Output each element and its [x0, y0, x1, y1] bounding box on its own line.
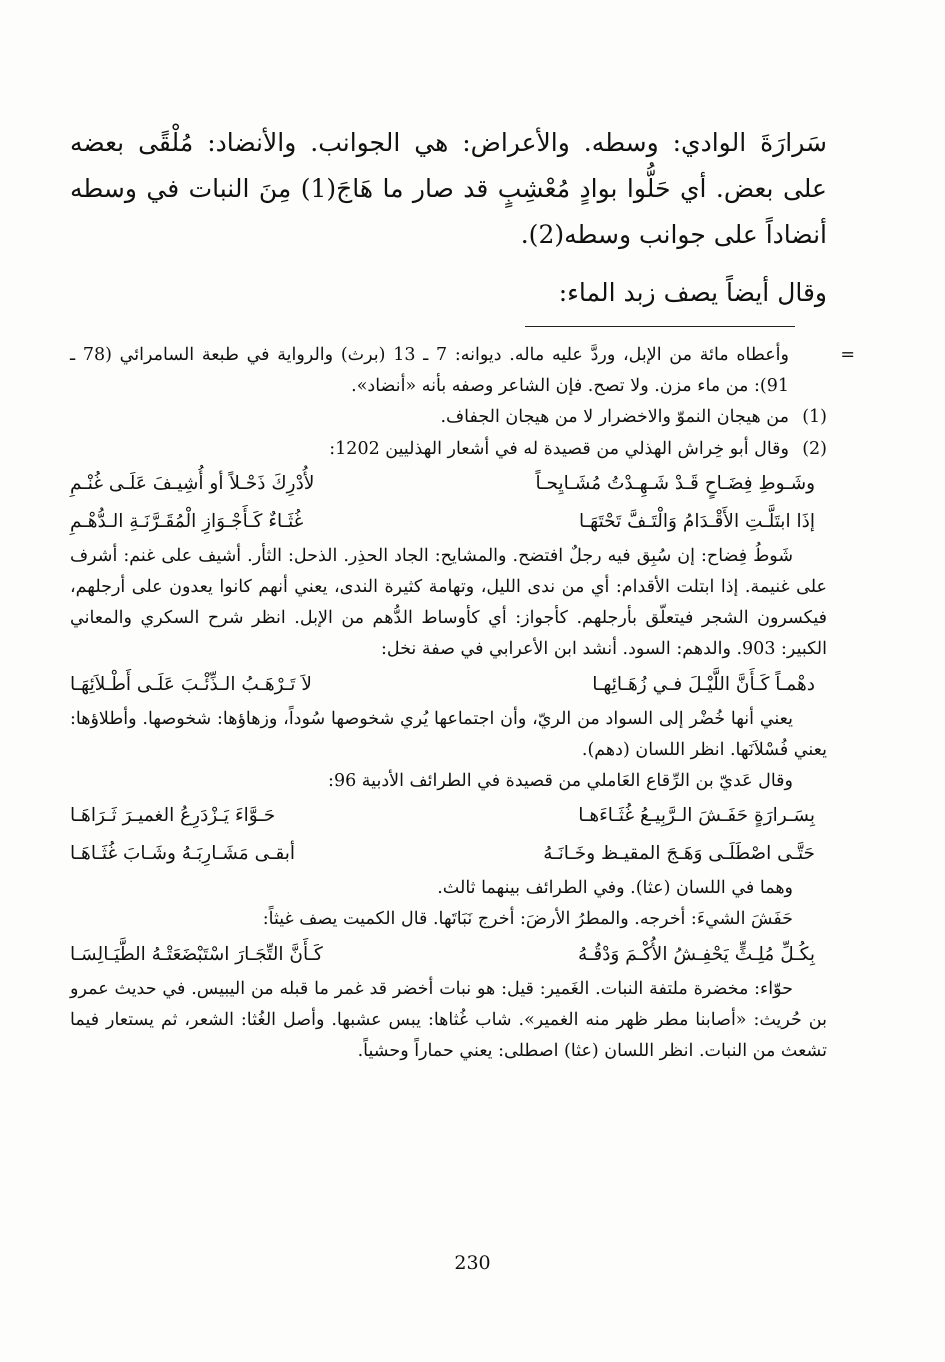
- commentary-paragraph: حَفَشَ الشيءَ: أخرجه. والمطرُ الأرضَ: أخرج نَبَاتَها. قال الكميت يصف غيثاً:: [262, 909, 793, 930]
- footnote-number: (2): [802, 438, 827, 459]
- footnotes: [70, 340, 855, 1067]
- verse-line: [70, 835, 827, 873]
- verse-hemistich: أبقـى مَشَـارِبَـهُ وشَـابَ غُثَـاهَـا: [70, 843, 296, 865]
- verse-hemistich: حَتَّـى اصْطَلَـى وَهَـجَ المقيـظ وخَـانَـهُ: [543, 843, 815, 865]
- verse-hemistich: بِكُـلِّ مُلِـثٍّ يَحْفِـشُ الأُكْـمَ وَدْقُـهُ: [578, 943, 815, 965]
- verse-hemistich: إذَا ابتَلَّـتِ الأَقْـدَامُ وَالْتَـفَّ تَحْتَهَـا: [578, 510, 815, 532]
- verse-line: [70, 936, 827, 974]
- footnote-number: (1): [802, 407, 827, 428]
- verse-hemistich: كَـأَنَّ التِّجَـارَ اسْتَبْضَعَتْـهُ الطَّيَـالِسَـا: [70, 943, 323, 965]
- verse-hemistich: وشَـوطِ فِضَـاحٍ قَـدْ شَـهِـدْتُ مُشَـايِحـاً: [535, 472, 815, 494]
- main-text: [70, 120, 827, 316]
- footnote-separator: [525, 326, 795, 327]
- footnote-1: (1) من هيجان النموّ والاخضرار لا من هيجان الجفاف.: [70, 402, 827, 433]
- footnote-2: (2) وقال أبو خِراش الهذلي من قصيدة له في أشعار الهذليين 1202:: [70, 434, 827, 465]
- verse-hemistich: غُثَـاءٌ كَـأَجْـوَازِ الْمُقَـرَّنَـةِ الـدُّهْـمِ: [70, 510, 304, 532]
- commentary-paragraph: يعني أنها خُضْر إلى السواد من الريّ، وأن اجتماعها يُري شخوصها سُوداً، وزهاؤها: شخوصها. وأطلاؤها: يعني فُسْلاَنَها. انظر اللسان (دهم).: [70, 708, 827, 760]
- verse-hemistich: حَـوَّاءَ يَـزْدَرِعُ الغميـرَ ثَـرَاهَـا: [70, 805, 276, 827]
- verse-line: [70, 503, 827, 541]
- commentary-paragraph: شَوطُ فِضاح: إن سُبِق فيه رجلٌ افتضح. والمشايح: الجاد الحذِر. الذحل: الثأر. أشيف على غنم: أشرف على غنيمة. إذا ابتلت الأقدام: أي من ندى الليل، وتهامة كثيرة الندى، يعني أنهم كانوا يعدون على أرجلهم، فيكسرون الشجر فيتعلّق بأرجلهم. كأجواز: أي كأوساط الدُّهم من الإبل. انظر شرح السكري والمعاني الكبير: 903. والدهم: السود. أنشد ابن الأعرابي في صفة نخل:: [70, 545, 827, 660]
- verse-line: [70, 797, 827, 835]
- commentary-paragraph: وقال عَديّ بن الرِّقاع العَاملي من قصيدة في الطرائف الأدبية 96:: [328, 771, 793, 792]
- main-paragraph: سَرارَةَ الوادي: وسطه. والأعراض: هي الجوانب. والأنضاد: مُلْقًى بعضه على بعض. أي حَلُّوا بوادٍ مُعْشِبٍ قد صار ما هَاجَ(1) مِنَ النبات في وسطه أنضاداً على جوانب وسطه(2).: [70, 128, 827, 249]
- verse-hemistich: بِسَـرارَةٍ حَفَـشَ الـرَّبِيـعُ غُثَـاءَهـا: [578, 805, 815, 827]
- commentary-paragraph: حوّاء: مخضرة ملتفة النبات. الغَمير: قيل: هو نبات أخضر قد غمر ما قبله من اليبيس. في حديث عمرو بن حُريث: «أصابنا مطر ظهر منه الغمير». شاب غُثاها: يبس عشبها. وأصل الغُثا: الشعر، ثم يستعار فيما تشعث من النبات. انظر اللسان (عثا) اصطلى: يعني حماراً وحشياً.: [70, 978, 827, 1062]
- verse-hemistich: دهْمـاً كَـأَنَّ اللَّيْـلَ فـي زُهَـائِهـا: [592, 673, 815, 695]
- verse-intro: وقال أيضاً يصف زبد الماء:: [558, 278, 827, 307]
- commentary-paragraph: وهما في اللسان (عثا). وفي الطرائف بينهما ثالث.: [437, 878, 793, 899]
- verse-hemistich: لاَ تَـرْهَـبُ الـذِّئْـبَ عَلَـى أَطْـلاَئِهَـا: [70, 673, 312, 695]
- verse-line: [70, 465, 827, 503]
- verse-hemistich: لأُدْرِكَ ذَحْـلاً أو أُشِيـفَ عَلَـى غُنْـمِ: [70, 472, 315, 494]
- verse-line: [70, 666, 827, 704]
- page-number: 230: [454, 1252, 491, 1274]
- continuation-marker: =: [840, 345, 855, 365]
- footnote-continued: = وأعطاه مائة من الإبل، وردَّ عليه ماله. ديوانه: 7 ـ 13 (برث) والرواية في طبعة السامرائي (78 ـ 91): من ماء مزن. ولا تصح. فإن الشاعر وصفه بأنه «أنضاد».: [70, 340, 827, 402]
